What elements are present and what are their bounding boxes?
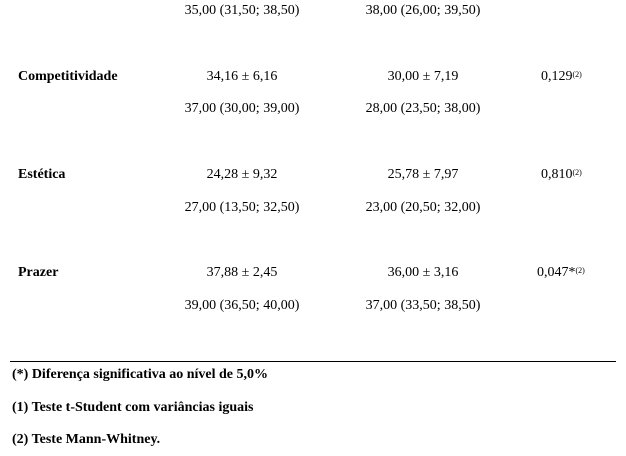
row-mean-group1: 34,16 ± 6,16 — [206, 69, 278, 84]
row-label-prazer: Prazer — [18, 265, 59, 280]
top-row-col1: 35,00 (31,50; 38,50) — [184, 3, 300, 18]
row-mean-group2: 36,00 ± 3,16 — [387, 265, 459, 280]
row-mean-group2: 25,78 ± 7,97 — [387, 167, 459, 182]
row-label-estetica: Estética — [18, 167, 66, 182]
p-value-text: 0,810 — [541, 167, 573, 182]
footnote-mann-whitney: (2) Teste Mann-Whitney. — [12, 432, 161, 447]
row-mean-group2: 30,00 ± 7,19 — [387, 69, 459, 84]
row-p-value — [541, 69, 582, 85]
top-row-col2: 38,00 (26,00; 39,50) — [365, 3, 481, 18]
row-median-group2: 23,00 (20,50; 32,00) — [365, 200, 481, 215]
p-value-text: 0,129 — [541, 69, 573, 84]
p-value-text: 0,047* — [537, 265, 576, 280]
row-p-value — [537, 265, 585, 281]
p-value-footnote-ref: (2) — [575, 266, 585, 275]
row-median-group1: 27,00 (13,50; 32,50) — [184, 200, 300, 215]
row-median-group1: 39,00 (36,50; 40,00) — [184, 298, 300, 313]
row-p-value — [541, 167, 582, 183]
footnote-significance: (*) Diferença significativa ao nível de 5,0% — [12, 367, 268, 382]
row-mean-group1: 24,28 ± 9,32 — [206, 167, 278, 182]
p-value-footnote-ref: (2) — [572, 70, 582, 79]
table-bottom-rule — [10, 361, 616, 362]
footnote-t-student: (1) Teste t-Student com variâncias iguais — [12, 400, 254, 415]
p-value-footnote-ref: (2) — [572, 168, 582, 177]
row-label-competitividade: Competitividade — [18, 69, 118, 84]
row-median-group2: 28,00 (23,50; 38,00) — [365, 101, 481, 116]
row-mean-group1: 37,88 ± 2,45 — [206, 265, 278, 280]
row-median-group1: 37,00 (30,00; 39,00) — [184, 101, 300, 116]
row-median-group2: 37,00 (33,50; 38,50) — [365, 298, 481, 313]
